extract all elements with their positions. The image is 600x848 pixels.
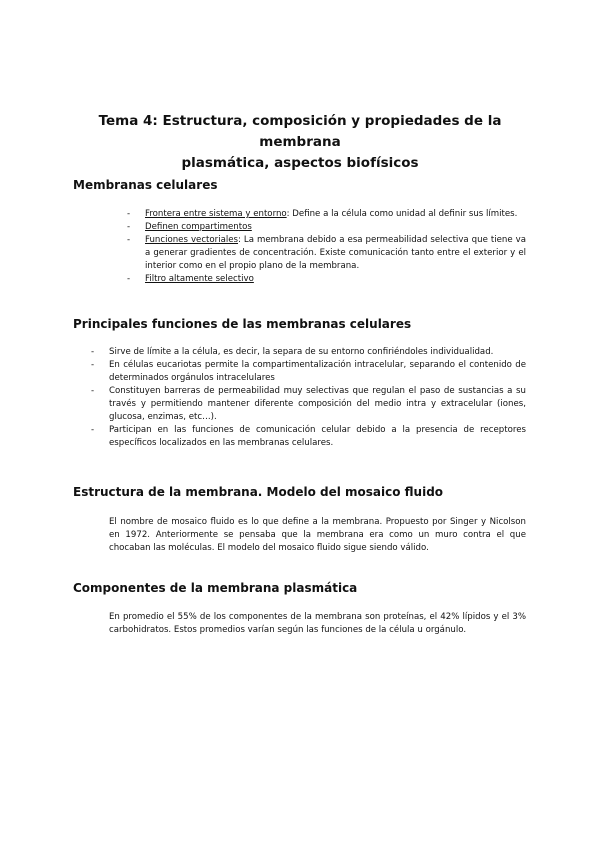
title-line-1: Tema 4: Estructura, composición y propiedades de la membrana [98, 113, 502, 150]
bullet-dash: - [91, 360, 95, 370]
list-item-term: Frontera entre sistema y entorno [145, 209, 287, 219]
section1-list [127, 208, 526, 286]
bullet-dash: - [127, 274, 131, 284]
list-item-term: Filtro altamente selectivo [145, 274, 254, 284]
list-item [91, 424, 526, 450]
bullet-dash: - [127, 222, 131, 232]
document-title [60, 111, 540, 174]
bullet-dash: - [91, 386, 95, 396]
list-item-text: Sirve de límite a la célula, es decir, la separa de su entorno confiriéndoles individualidad. [109, 347, 494, 357]
bullet-dash: - [91, 425, 95, 435]
list-item-term: Funciones vectoriales [145, 235, 239, 245]
list-item-text: Constituyen barreras de permeabilidad muy selectivas que regulan el paso de sustancias a su través y permitiendo mantener diferente composición del medio intra y extracelular (iones, glucosa, enzimas, etc…). [109, 386, 526, 422]
list-item-text: En células eucariotas permite la compartimentalización intracelular, separando el contenido de determinados orgánulos intracelulares [109, 360, 526, 383]
section2-list [91, 346, 526, 450]
list-item [91, 359, 526, 385]
bullet-dash: - [91, 347, 95, 357]
list-item [91, 346, 526, 359]
section-heading-estructura-membrana: Estructura de la membrana. Modelo del mosaico fluido [73, 485, 444, 499]
list-item-text: Participan en las funciones de comunicación celular debido a la presencia de receptores específicos localizados en las membranas celulares. [109, 425, 526, 448]
section3-paragraph: El nombre de mosaico fluido es lo que define a la membrana. Propuesto por Singer y Nicolson en 1972. Anteriormente se pensaba que la membrana era como un muro contra el que chocaban las moléculas. El modelo del mosaico fluido sigue siendo válido. [109, 517, 526, 553]
section-heading-componentes-membrana: Componentes de la membrana plasmática [73, 581, 358, 595]
list-item-term: Definen compartimentos [145, 222, 252, 232]
section4-paragraph: En promedio el 55% de los componentes de la membrana son proteínas, el 42% lípidos y el 3% carbohidratos. Estos promedios varían según las funciones de la célula u orgánulo. [109, 612, 526, 635]
list-item-text: : Define a la célula como unidad al definir sus límites. [286, 209, 518, 219]
bullet-dash: - [127, 209, 131, 219]
list-item-text: : La membrana debido a esa permeabilidad selectiva que tiene va a generar gradientes de concentración. Existe comunicación tanto entre el exterior y el interior como en el propio plano de la membrana. [145, 235, 526, 271]
bullet-dash: - [127, 235, 131, 245]
list-item [127, 221, 526, 234]
list-item [127, 234, 526, 273]
list-item [91, 385, 526, 424]
list-item [127, 208, 526, 221]
section-heading-principales-funciones: Principales funciones de las membranas celulares [73, 317, 412, 331]
list-item [127, 273, 526, 286]
title-line-2: plasmática, aspectos biofísicos [181, 155, 419, 171]
section-heading-membranas-celulares: Membranas celulares [73, 178, 218, 192]
